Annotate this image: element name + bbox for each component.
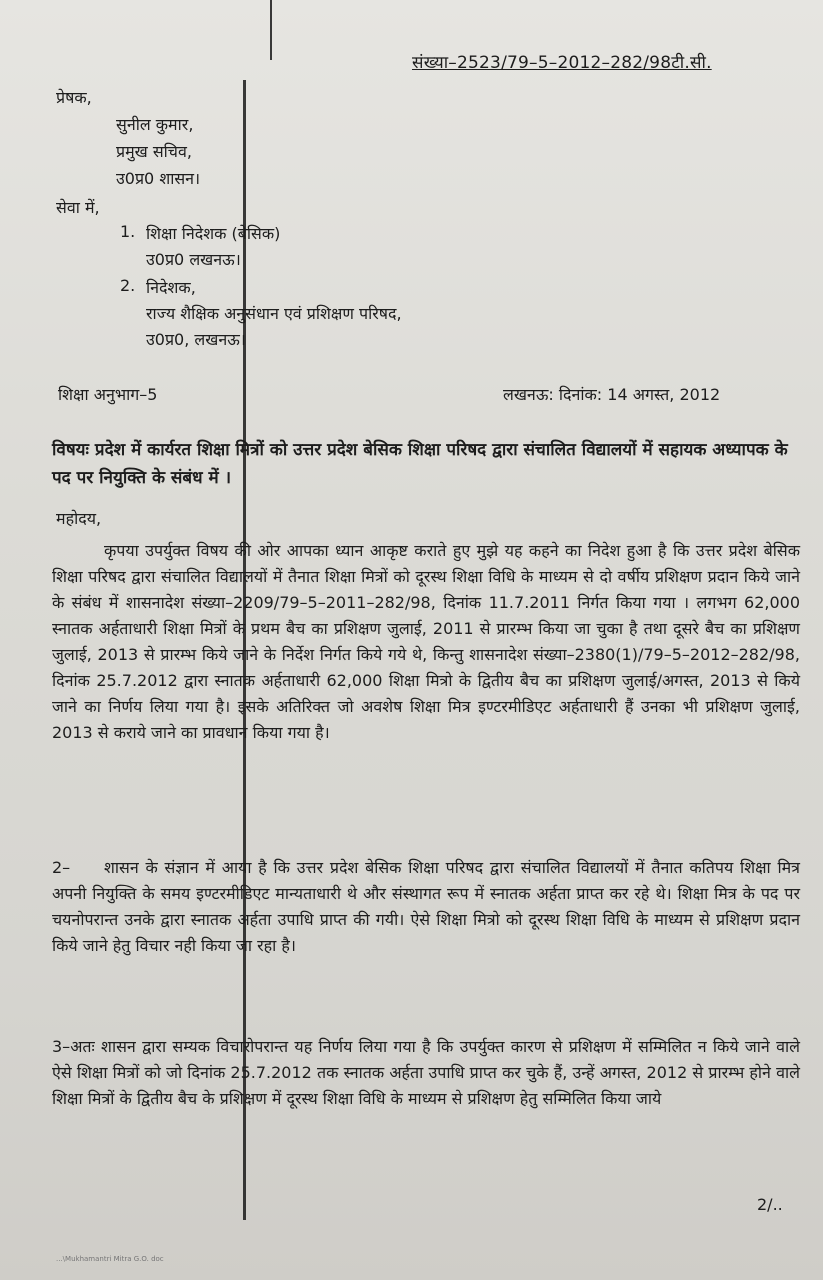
reference-number: संख्या–2523/79–5–2012–282/98टी.सी. [412, 53, 712, 73]
recipient-2-number: 2. [120, 276, 136, 295]
salutation: महोदय, [56, 509, 102, 528]
paragraph-2-text: शासन के संज्ञान में आया है कि उत्तर प्रदेश बेसिक शिक्षा परिषद द्वारा संचालित विद्यालयों में तैनात कतिपय शिक्षा मित्र अपनी नियुक्ति के समय इण्टरमीडिएट मान्यताधारी थे और संस्थागत रूप में स्नातक अर्हता प्राप्त कर रहे थे। शिक्षा मित्र के पद पर चयनोपरान्त उनके द्वारा स्नातक अर्हता उपाधि प्राप्त की गयी। ऐसे शिक्षा मित्रो को दूरस्थ शिक्षा विधि के माध्यम से प्रशिक्षण प्रदान किये जाने हेतु विचार नही किया जा रहा है। [52, 858, 800, 955]
paragraph-1 [52, 538, 800, 746]
sender-name: सुनील कुमार, [116, 115, 194, 134]
paragraph-3-text: अतः शासन द्वारा सम्यक विचारोपरान्त यह निर्णय लिया गया है कि उपर्युक्त कारण से प्रशिक्षण में सम्मिलित न किये जाने वाले ऐसे शिक्षा मित्रों को जो दिनांक 25.7.2012 तक स्नातक अर्हता उपाधि प्राप्त कर चुके हैं, उन्हें अगस्त, 2012 से प्रारम्भ होने वाले शिक्षा मित्रों के द्वितीय बैच के प्रशिक्षण में दूरस्थ शिक्षा विधि के माध्यम से प्रशिक्षण हेतु सम्मिलित किया जाये [52, 1037, 800, 1108]
recipient-1-line2: उ0प्र0 लखनऊ। [146, 250, 241, 269]
subject: विषयः प्रदेश में कार्यरत शिक्षा मित्रों को उत्तर प्रदेश बेसिक शिक्षा परिषद द्वारा संचालित विद्यालयों में सहायक अध्यापक के पद पर नियुक्ति के संबंध में । [52, 440, 788, 488]
recipients-label: सेवा में, [56, 198, 100, 217]
paragraph-3-number: 3– [52, 1037, 71, 1056]
recipient-1-line1: शिक्षा निदेशक (बेसिक) [146, 224, 281, 243]
footer-print-path: ...\Mukhamantri Mitra G.O. doc [56, 1255, 164, 1263]
sender-label: प्रेषक, [56, 88, 92, 107]
paragraph-2 [52, 855, 800, 959]
section-label: शिक्षा अनुभाग–5 [58, 385, 158, 404]
paragraph-1-text: कृपया उपर्युक्त विषय की ओर आपका ध्यान आकृष्ट कराते हुए मुझे यह कहने का निदेश हुआ है कि उत्तर प्रदेश बेसिक शिक्षा परिषद द्वारा संचालित विद्यालयों में तैनात शिक्षा मित्रों को दूरस्थ शिक्षा विधि के माध्यम से दो वर्षीय प्रशिक्षण प्रदान किये जाने के संबंध में शासनादेश संख्या–2209/79–5–2011–282/98, दिनांक 11.7.2011 निर्गत किया गया । लगभग 62,000 स्नातक अर्हताधारी शिक्षा मित्रों के प्रथम बैच का प्रशिक्षण जुलाई, 2011 से प्रारम्भ किया जा चुका है तथा दूसरे बैच का प्रशिक्षण जुलाई, 2013 से प्रारम्भ किये जाने के निर्देश निर्गत किये गये थे, किन्तु शासनादेश संख्या–2380(1)/79–5–2012–282/98, दिनांक 25.7.2012 द्वारा स्नातक अर्हताधारी 62,000 शिक्षा मित्रो के द्वितीय बैच का प्रशिक्षण जुलाई/अगस्त, 2013 से किये जाने का निर्णय लिया गया है। इसके अतिरिक्त जो अवशेष शिक्षा मित्र इण्टरमीडिएट अर्हताधारी हैं उनका भी प्रशिक्षण जुलाई, 2013 से कराये जाने का प्रावधान किया गया है। [52, 541, 800, 742]
recipient-2-line3: उ0प्र0, लखनऊ। [146, 330, 246, 349]
page-number: 2/.. [757, 1195, 783, 1214]
recipient-2-line1: निदेशक, [146, 278, 196, 297]
punch-line-secondary [270, 0, 272, 60]
paragraph-3 [52, 1034, 800, 1112]
place-date: लखनऊ: दिनांक: 14 अगस्त, 2012 [503, 385, 721, 404]
recipient-1-number: 1. [120, 222, 136, 241]
paragraph-2-number: 2– [52, 858, 71, 877]
recipient-2-line2: राज्य शैक्षिक अनुसंधान एवं प्रशिक्षण परिषद, [146, 304, 402, 323]
sender-office: उ0प्र0 शासन। [116, 169, 201, 188]
sender-designation: प्रमुख सचिव, [116, 142, 192, 161]
